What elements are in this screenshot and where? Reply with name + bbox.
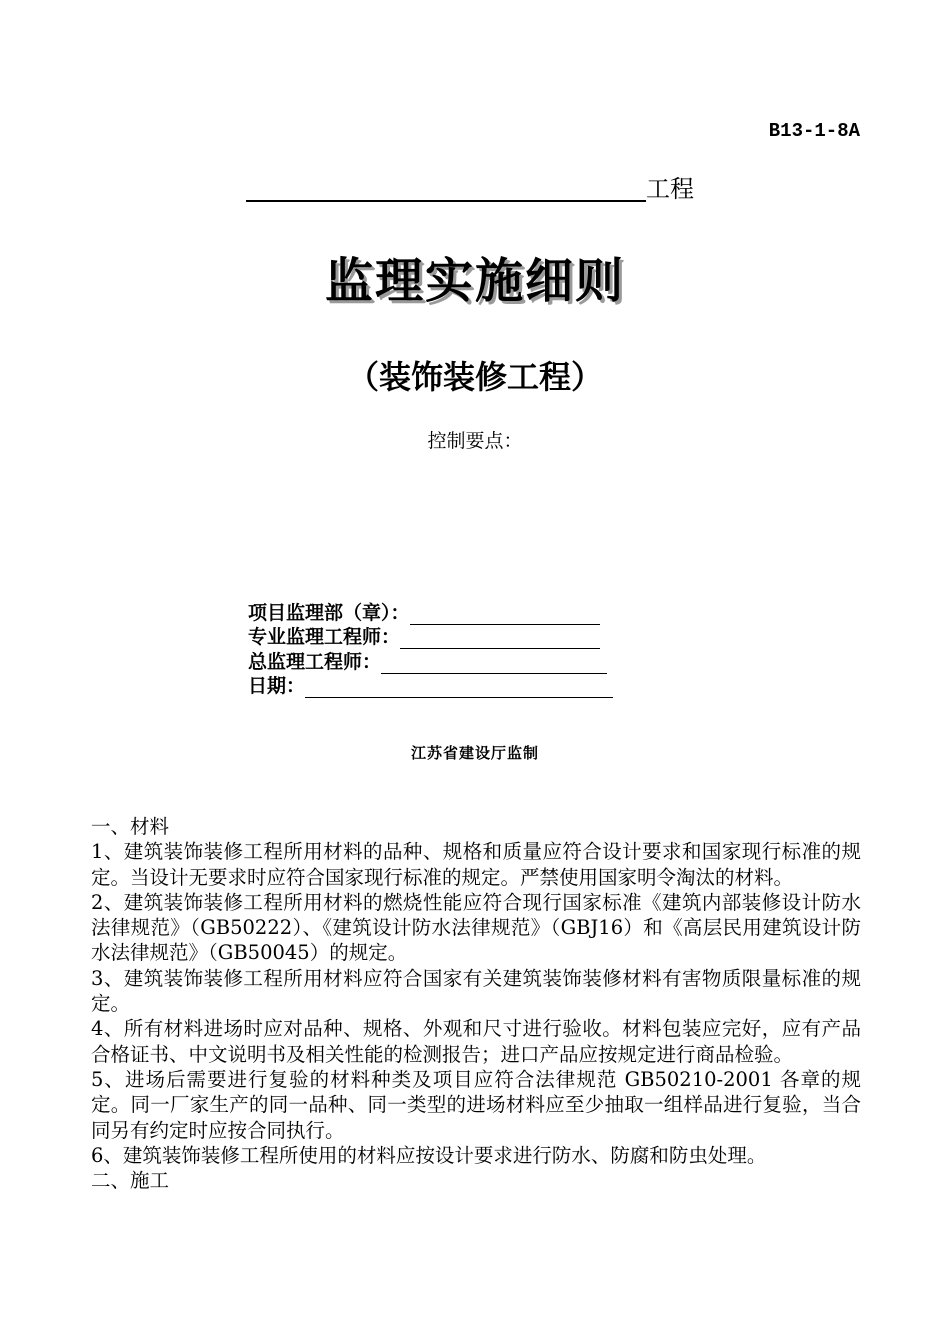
- document-code: B13-1-8A: [768, 120, 860, 142]
- signature-blank: [305, 677, 613, 698]
- signature-blank: [410, 604, 600, 625]
- paragraph: 4、所有材料进场时应对品种、规格、外观和尺寸进行验收。材料包装应完好，应有产品合格证书、中文说明书及相关性能的检测报告；进口产品应按规定进行商品检验。: [91, 1017, 861, 1066]
- body-text: [91, 814, 861, 1193]
- signature-label: 日期：: [248, 675, 306, 697]
- main-title: 监理实施细则: [324, 253, 625, 309]
- project-name-blank: [246, 174, 646, 202]
- paragraph: 5、进场后需要进行复验的材料种类及项目应符合法律规范 GB50210-2001 各章的规定。同一厂家生产的同一品种、同一类型的进场材料应至少抽取一组样品进行复验，当合同另有约定时应按合同执行。: [91, 1067, 861, 1142]
- paragraph: 6、建筑装饰装修工程所使用的材料应按设计要求进行防水、防腐和防虫处理。: [91, 1143, 767, 1167]
- signature-row-chief: [248, 649, 613, 674]
- paragraph: 1、建筑装饰装修工程所用材料的品种、规格和质量应符合设计要求和国家现行标准的规定。当设计无要求时应符合国家现行标准的规定。严禁使用国家明令淘汰的材料。: [91, 840, 861, 889]
- signature-blank: [381, 653, 607, 674]
- signature-row-engineer: [248, 625, 613, 650]
- control-points-label: 控制要点：: [427, 430, 523, 452]
- signature-row-date: [248, 674, 613, 699]
- project-suffix: 工程: [646, 175, 694, 203]
- paragraph: 2、建筑装饰装修工程所用材料的燃烧性能应符合现行国家标准《建筑内部装修设计防水法律规范》（GB50222）、《建筑设计防水法律规范》（GBJ16）和《高层民用建筑设计防水法律规范》（GB50045）的规定。: [91, 890, 861, 965]
- project-name-line: [246, 174, 694, 202]
- sub-title: （装饰装修工程）: [346, 358, 603, 396]
- signature-label: 总监理工程师：: [248, 650, 382, 673]
- signature-row-department: [248, 600, 613, 625]
- paragraph: 3、建筑装饰装修工程所用材料应符合国家有关建筑装饰装修材料有害物质限量标准的规定。: [91, 966, 861, 1016]
- signature-label: 专业监理工程师：: [248, 626, 401, 648]
- section-heading: 一、材料: [91, 815, 170, 838]
- signature-label: 项目监理部（章）：: [248, 601, 410, 624]
- signature-blank: [400, 628, 600, 649]
- section-heading: 二、施工: [91, 1169, 170, 1193]
- signature-block: [248, 600, 613, 698]
- issuer-label: 江苏省建设厅监制: [410, 744, 539, 762]
